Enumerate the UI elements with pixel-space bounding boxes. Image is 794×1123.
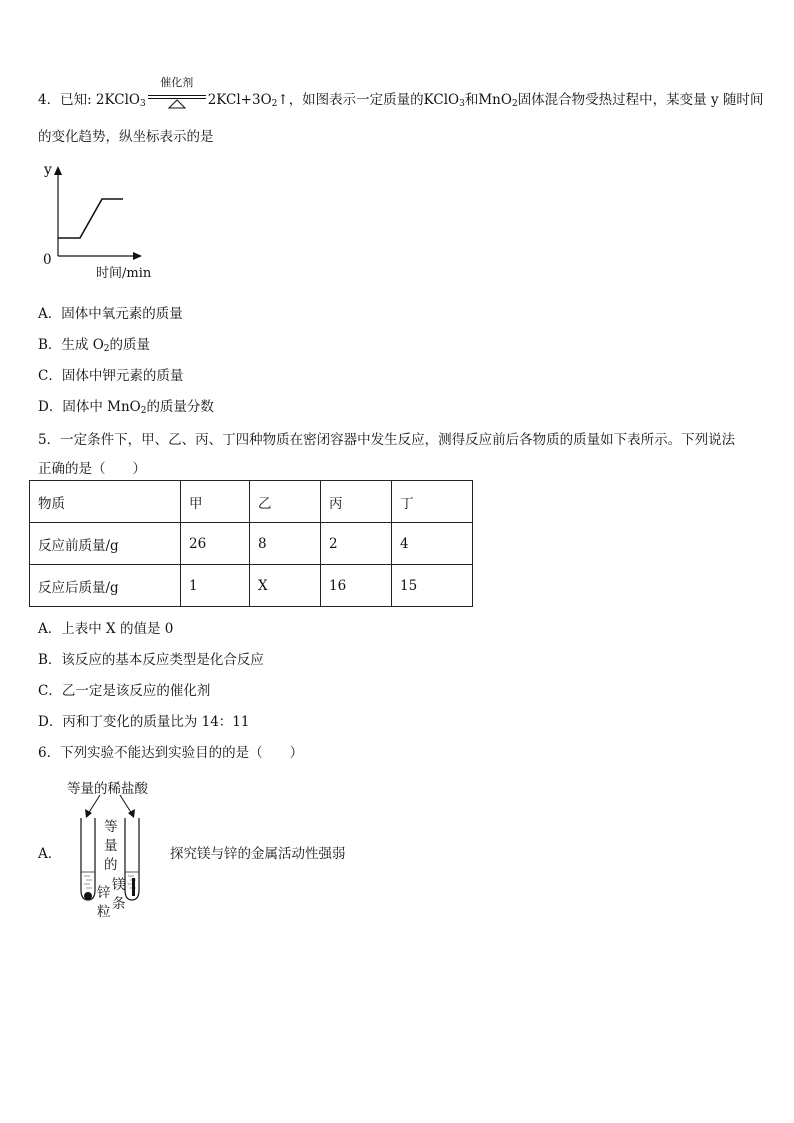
catalyst-label: 催化剂 [160,76,194,89]
q4-products: 2KCl+3O [207,92,272,108]
q4-option-b-pre: B．生成 O [38,337,104,353]
table-row [30,523,473,565]
table-cell: X [250,565,321,607]
q6-option-a-text[interactable]: 探究镁与锌的金属活动性强弱 [170,846,346,862]
reaction-arrow [146,76,208,108]
q4-option-d[interactable] [38,395,214,415]
table-cell: 16 [321,565,392,607]
table-cell: 反应前质量/g [30,523,181,565]
q4-option-b-post: 的质量 [109,337,151,353]
zinc-granule [84,892,92,900]
graph-origin-label: 0 [43,252,52,268]
table-cell: 26 [181,523,250,565]
table-cell: 1 [181,565,250,607]
q4-text-c: 固体混合物受热过程中，某变量 y 随时间 [517,92,764,108]
table-header-cell: 甲 [181,481,250,523]
table-header-cell: 乙 [250,481,321,523]
q5-option-a[interactable]: A．上表中 X 的值是 0 [38,621,174,637]
q4-text-b: 和MnO [464,92,512,108]
q4-option-d-pre: D．固体中 MnO [38,399,141,415]
q5-option-b[interactable]: B．该反应的基本反应类型是化合反应 [38,652,264,668]
graph-x-label: 时间/min [96,266,152,281]
figure-zinc-label [97,884,111,922]
figure-mg-label [112,876,126,914]
figure-middle-label [104,818,118,875]
table-cell: 2 [321,523,392,565]
q4-option-c[interactable]: C．固体中钾元素的质量 [38,368,184,384]
table-cell: 反应后质量/g [30,565,181,607]
figure-middle-char: 等 [104,819,118,835]
table-cell: 15 [392,565,473,607]
q4-stem-line2: 的变化趋势，纵坐标表示的是 [38,129,214,145]
q4-text-a: ，如图表示一定质量的KClO [288,92,460,108]
table-cell: 8 [250,523,321,565]
figure-mg-char: 条 [112,896,126,912]
left-arrow-icon [85,809,92,818]
table-row [30,565,473,607]
figure-mg-char: 镁 [112,877,126,893]
graph-curve [58,199,123,238]
q6-stem: 6．下列实验不能达到实验目的的是（ ） [38,745,304,761]
q5-stem-line2: 正确的是（ ） [38,461,146,477]
q6-option-a-label[interactable]: A． [38,846,62,862]
q4-option-d-sub: 2 [140,406,147,416]
q4-option-b-sub: 2 [103,344,110,354]
y-axis-arrow-icon [54,166,62,175]
table-header-cell: 物质 [30,481,181,523]
table-header-row [30,481,473,523]
q4-text-b-sub: 2 [511,99,518,109]
q4-prefix-sub: 3 [139,99,146,109]
q4-option-d-post: 的质量分数 [146,399,214,415]
right-arrow-line [120,795,132,814]
figure-zinc-char: 粒 [97,904,111,920]
q4-option-a[interactable]: A．固体中氧元素的质量 [38,306,183,322]
left-liquid [84,876,92,888]
gas-arrow: ↑ [277,92,289,108]
q4-stem-line1 [38,76,764,109]
table-header-cell: 丙 [321,481,392,523]
magnesium-ribbon [132,878,135,896]
table-cell: 4 [392,523,473,565]
right-arrow-icon [128,809,135,818]
q4-prefix: 4．已知: 2KClO [38,92,140,108]
q4-products-sub: 2 [271,99,278,109]
q5-option-c[interactable]: C．乙一定是该反应的催化剂 [38,683,211,699]
q5-option-d[interactable]: D．丙和丁变化的质量比为 14：11 [38,714,250,730]
figure-middle-char: 的 [104,857,118,873]
x-axis-arrow-icon [133,252,142,260]
graph-y-label: y [44,162,52,178]
left-arrow-line [88,795,100,814]
q5-stem-line1: 5．一定条件下，甲、乙、丙、丁四种物质在密闭容器中发生反应，测得反应前后各物质的质量如下表所示。下列说法 [38,432,736,448]
q5-mass-table [29,480,473,607]
figure-middle-char: 量 [104,838,118,854]
q4-text-a-sub: 3 [459,99,465,109]
figure-zinc-char: 锌 [97,885,111,901]
figure-top-label: 等量的稀盐酸 [67,781,148,797]
table-header-cell: 丁 [392,481,473,523]
heat-triangle-icon [168,99,186,109]
q4-option-b[interactable] [38,333,150,353]
